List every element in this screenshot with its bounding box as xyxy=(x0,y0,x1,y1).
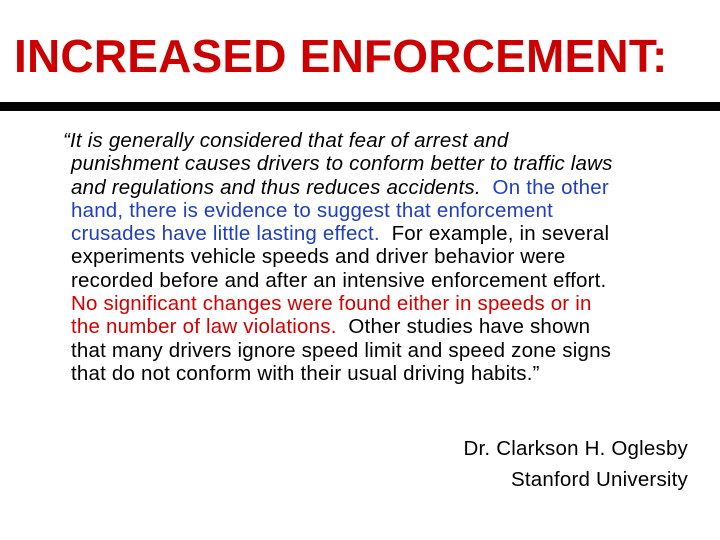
quote-line xyxy=(71,362,711,385)
quote-segment-italic: “It is generally considered that fear of arrest and xyxy=(63,129,509,152)
quote-line xyxy=(71,176,711,199)
quote-segment-red: the number of law violations. xyxy=(71,315,337,339)
quote-segment-plain: For example, in several xyxy=(379,222,610,246)
quote-segment-plain: Other studies have shown xyxy=(336,315,591,339)
quote-segment-blue: On the other xyxy=(492,175,609,199)
quote-segment-plain: experiments vehicle speeds and driver behavior were xyxy=(71,245,566,269)
quote-segment-plain: recorded before and after an intensive enforcement effort. xyxy=(71,268,607,292)
slide-title: INCREASED ENFORCEMENT: xyxy=(14,30,668,82)
quote-segment-plain: that do not conform with their usual driving habits.” xyxy=(71,361,540,385)
quote-block xyxy=(63,129,711,385)
quote-segment-italic: punishment causes drivers to conform better to traffic laws xyxy=(71,152,613,176)
attribution-name: Dr. Clarkson H. Oglesby xyxy=(463,437,688,460)
quote-line xyxy=(63,129,711,152)
quote-line xyxy=(71,315,711,338)
attribution xyxy=(464,433,688,495)
quote-line xyxy=(71,339,711,362)
quote-line xyxy=(71,152,711,175)
quote-line xyxy=(71,199,711,222)
quote-line xyxy=(71,245,711,268)
title-divider xyxy=(0,102,720,111)
quote-line xyxy=(71,222,711,245)
quote-segment-italic: and regulations and thus reduces accidents. xyxy=(71,175,493,199)
quote-line xyxy=(71,269,711,292)
quote-line xyxy=(71,292,711,315)
attribution-affiliation: Stanford University xyxy=(511,468,688,491)
quote-segment-plain: that many drivers ignore speed limit and speed zone signs xyxy=(71,338,612,362)
quote-segment-blue: hand, there is evidence to suggest that enforcement xyxy=(71,198,554,222)
quote-segment-blue: crusades have little lasting effect. xyxy=(71,222,380,246)
quote-segment-red: No significant changes were found either in speeds or in xyxy=(71,292,592,316)
